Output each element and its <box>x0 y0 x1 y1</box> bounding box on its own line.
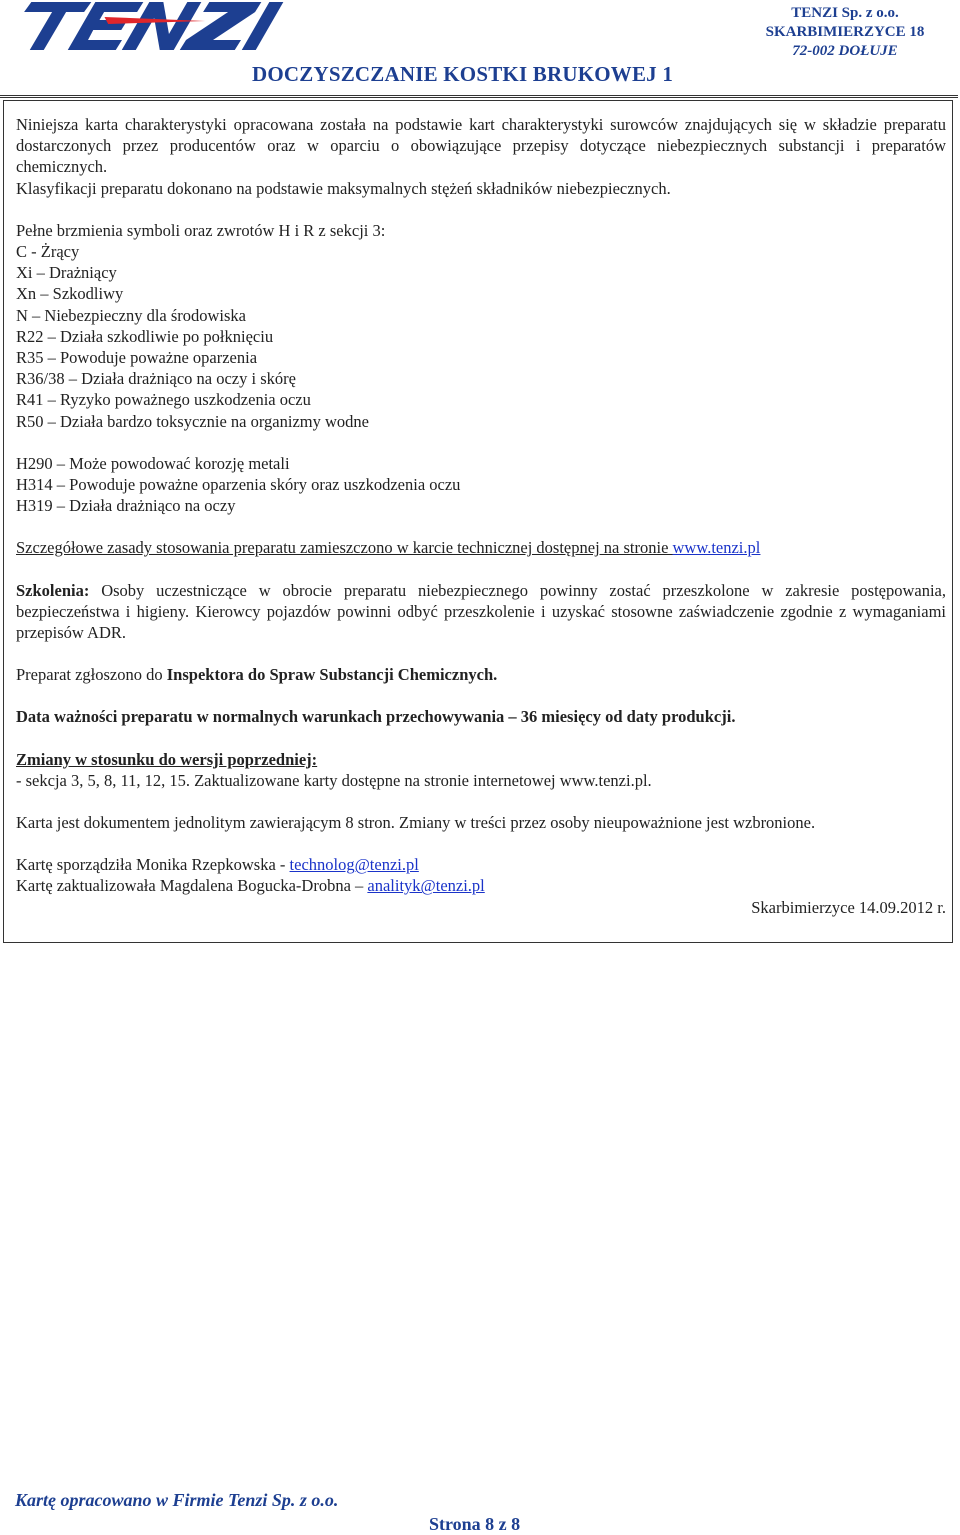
symbol-line: R41 – Ryzyko poważnego uszkodzenia oczu <box>16 390 311 410</box>
prepared-by-text: Kartę sporządziła Monika Rzepkowska - <box>16 855 290 875</box>
content-box <box>3 100 953 943</box>
company-name: TENZI Sp. z o.o. <box>791 5 899 21</box>
updated-by-text: Kartę zaktualizowała Magdalena Bogucka-Drobna – <box>16 876 368 896</box>
registration-text: Preparat zgłoszono do <box>16 665 167 685</box>
h-phrase-line: H319 – Działa drażniąco na oczy <box>16 496 236 516</box>
registration-authority: Inspektora do Spraw Substancji Chemicznych. <box>166 665 498 685</box>
document-title: DOCZYSZCZANIE KOSTKI BRUKOWEJ 1 <box>252 62 674 86</box>
page-number: Strona 8 z 8 <box>429 1514 521 1534</box>
symbols-heading: Pełne brzmienia symboli oraz zwrotów H i R z sekcji 3: <box>16 220 386 240</box>
symbol-line: C - Żrący <box>16 242 80 262</box>
h-phrase-line: H290 – Może powodować korozję metali <box>16 453 290 473</box>
classification-paragraph: Klasyfikacji preparatu dokonano na podstawie maksymalnych stężeń składników niebezpiecznych. <box>16 178 671 198</box>
changes-text: - sekcja 3, 5, 8, 11, 12, 15. Zaktualizowane karty dostępne na stronie internetowej www.tenzi.pl. <box>16 770 652 790</box>
symbol-line: R22 – Działa szkodliwie po połknięciu <box>16 326 274 346</box>
h-phrase-line: H314 – Powoduje poważne oparzenia skóry oraz uszkodzenia oczu <box>16 475 461 495</box>
training-paragraph <box>16 580 946 644</box>
details-text: Szczegółowe zasady stosowania preparatu zamieszczono w karcie technicznej dostępnej na stronie <box>16 538 673 558</box>
uniform-document-note: Karta jest dokumentem jednolitym zawierającym 8 stron. Zmiany w treści przez osoby nieupoważnione jest wzbronione. <box>16 813 816 833</box>
symbol-line: R50 – Działa bardzo toksycznie na organizmy wodne <box>16 411 369 431</box>
company-street: SKARBIMIERZYCE 18 <box>765 24 925 40</box>
company-address <box>750 4 940 61</box>
updated-by <box>16 875 946 896</box>
details-link[interactable]: www.tenzi.pl <box>672 538 761 558</box>
header-divider <box>0 95 958 98</box>
validity-paragraph: Data ważności preparatu w normalnych warunkach przechowywania – 36 miesięcy od daty produkcji. <box>16 707 736 727</box>
symbol-line: Xi – Drażniący <box>16 263 117 283</box>
symbol-line: Xn – Szkodliwy <box>16 284 124 304</box>
tenzi-logo <box>14 0 306 52</box>
symbol-line: R35 – Powoduje poważne oparzenia <box>16 348 258 368</box>
registration-paragraph <box>16 664 946 685</box>
content <box>16 114 946 918</box>
intro-paragraph: Niniejsza karta charakterystyki opracowana została na podstawie kart charakterystyki surowców znajdujących się w składzie preparatu dostarczonych przez producentów oraz w oparciu o obowiązujące przepisy dotyczące niebezpiecznych substancji i preparatów chemicznych. <box>16 115 946 177</box>
company-city: 72-002 DOŁUJE <box>792 43 898 59</box>
symbol-line: N – Niebezpieczny dla środowiska <box>16 305 247 325</box>
prepared-by <box>16 854 946 875</box>
updated-by-email-link[interactable]: analityk@tenzi.pl <box>367 876 485 896</box>
prepared-by-email-link[interactable]: technolog@tenzi.pl <box>289 855 419 875</box>
logo-text: TENZI <box>14 0 17 1</box>
changes-heading: Zmiany w stosunku do wersji poprzedniej: <box>16 749 318 769</box>
place-date: Skarbimierzyce 14.09.2012 r. <box>751 897 946 917</box>
symbol-line: R36/38 – Działa drażniąco na oczy i skórę <box>16 369 296 389</box>
training-text: Osoby uczestniczące w obrocie preparatu niebezpiecznego powinny zostać przeszkolone w zakresie postępowania, bezpieczeństwa i higieny. Kierowcy pojazdów powinni odbyć przeszkolenie i uzyskać stosowne zaświadczenie zgodnie z wymaganiami przepisów ADR. <box>16 580 946 643</box>
footer-prepared-by: Kartę opracowano w Firmie Tenzi Sp. z o.o. <box>15 1490 339 1510</box>
details-paragraph <box>16 537 946 558</box>
training-label: Szkolenia: <box>16 580 90 600</box>
